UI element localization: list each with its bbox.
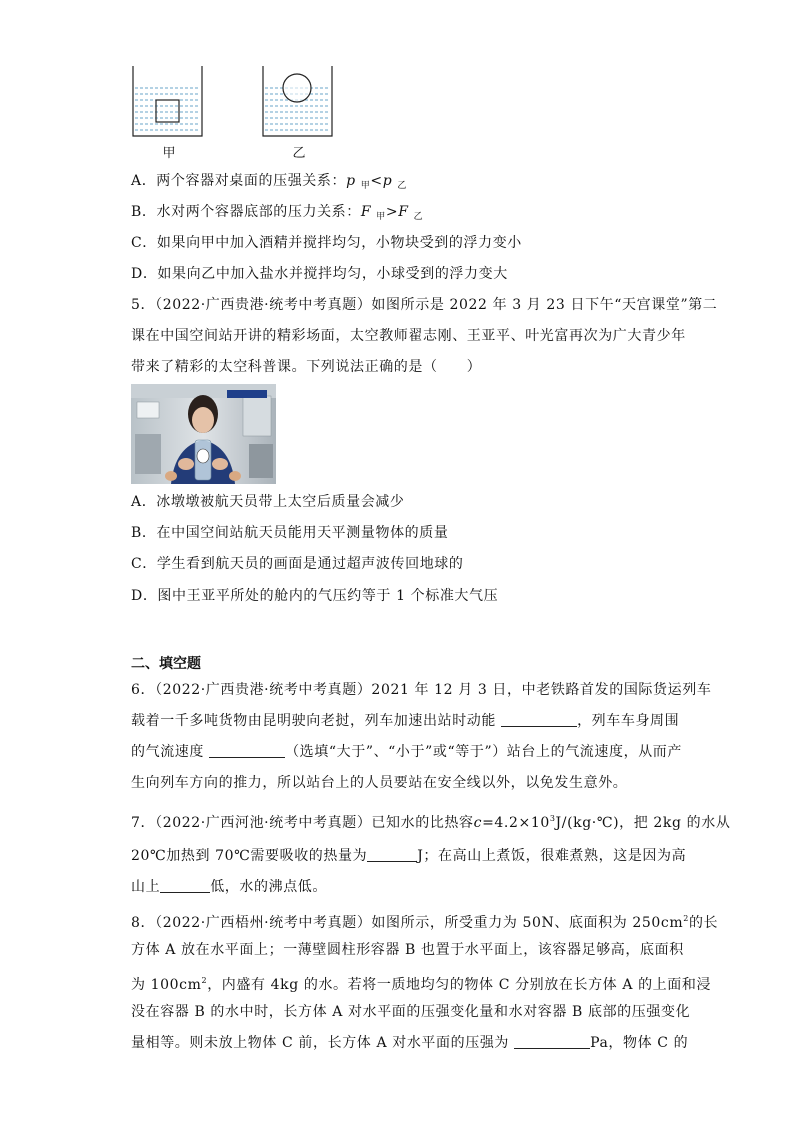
q6-line2: 载着一千多吨货物由昆明驶向老挝，列车加速出站时动能 ，列车车身周围: [131, 713, 680, 729]
answer-blank[interactable]: [501, 712, 577, 727]
q5-stem-line2: 课在中国空间站开讲的精彩场面，太空教师翟志刚、王亚平、叶光富再次为广大青少年: [131, 328, 686, 344]
q7-line2: 20℃加热到 70℃需要吸收的热量为 J；在高山上煮饭，很难煮熟，这是因为高: [131, 848, 687, 864]
q8-line5: 量相等。则未放上物体 C 前，长方体 A 对水平面的压强为 Pa，物体 C 的: [131, 1035, 689, 1051]
q4-option-b: B．水对两个容器底部的压力关系：F $_甲$>F $_乙$: [131, 204, 424, 222]
q8-line4: 没在容器 B 的水中时，长方体 A 对水平面的压强变化量和水对容器 B 底部的压强变化: [131, 1004, 691, 1020]
q6-line3: 的气流速度 （选填“大于”、“小于”或“等于”）站台上的气流速度，从而产: [131, 744, 683, 760]
ball: [283, 74, 311, 102]
q5-option-d: D．图中王亚平所处的舱内的气压约等于 1 个标准大气压: [131, 588, 499, 604]
answer-blank[interactable]: [160, 878, 210, 893]
q7-line1: 7．（2022·广西河池·统考中考真题）已知水的比热容$c=4.2\times 10^3J/(kg\cdot℃)$，把 2kg 的水从: [131, 814, 731, 831]
label-jia: 甲: [162, 146, 176, 161]
q4-option-c: C．如果向甲中加入酒精并搅拌均匀，小物块受到的浮力变小: [131, 235, 522, 251]
space-station-photo: [131, 384, 276, 484]
q6-line1: 6．（2022·广西贵港·统考中考真题）2021 年 12 月 3 日，中老铁路首发的国际货运列车: [131, 682, 712, 698]
answer-blank[interactable]: [514, 1034, 590, 1049]
cube-block: [156, 100, 179, 122]
q5-option-b: B．在中国空间站航天员能用天平测量物体的质量: [131, 525, 449, 541]
q6-line4: 生向列车方向的推力，所以站台上的人员要站在安全线以外，以免发生意外。: [131, 775, 628, 791]
section-title-fill-in: 二、填空题: [131, 656, 201, 672]
q7-line3: 山上 低，水的沸点低。: [131, 879, 328, 895]
container-figures: [130, 66, 350, 166]
label-yi: 乙: [292, 146, 306, 161]
q8-line2: 方体 A 放在水平面上；一薄壁圆柱形容器 B 也置于水平面上，该容器足够高，底面积: [131, 942, 684, 958]
q4-option-d: D．如果向乙中加入盐水并搅拌均匀，小球受到的浮力变大: [131, 266, 508, 282]
q5-option-a: A．冰墩墩被航天员带上太空后质量会减少: [131, 494, 405, 510]
q4-option-a: A．两个容器对桌面的压强关系：p $_甲$<p $_乙$: [131, 173, 407, 191]
answer-blank[interactable]: [209, 743, 285, 758]
container-yi-diagram: [260, 66, 336, 140]
q5-option-c: C．学生看到航天员的画面是通过超声波传回地球的: [131, 556, 464, 572]
q8-line3: 为 $100cm^2$，内盛有 4kg 的水。若将一质地均匀的物体 C 分别放在长方体 A 的上面和浸: [131, 976, 712, 993]
q8-line1: 8．（2022·广西梧州·统考中考真题）如图所示，所受重力为 50N、底面积为 $250cm^2$的长: [131, 914, 719, 931]
answer-blank[interactable]: [367, 847, 417, 862]
container-jia-diagram: [130, 66, 206, 140]
q5-stem-line3: 带来了精彩的太空科普课。下列说法正确的是（ ）: [131, 359, 482, 375]
q5-stem-line1: 5．（2022·广西贵港·统考中考真题）如图所示是 2022 年 3 月 23 日下午“天宫课堂”第二: [131, 297, 718, 313]
